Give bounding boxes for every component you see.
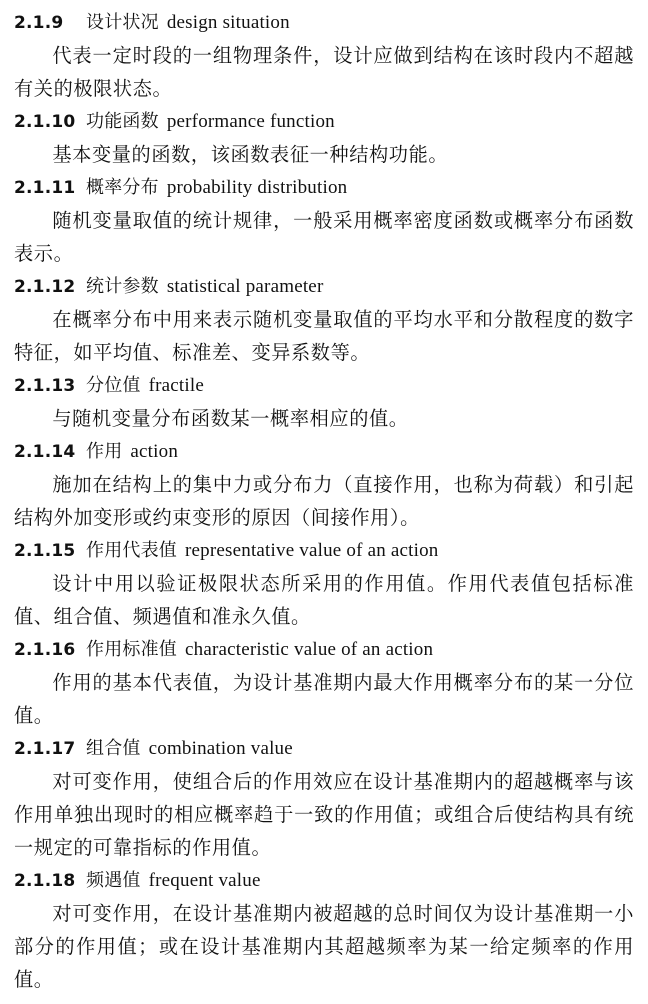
term-entry — [14, 435, 634, 534]
clause-number: 2.1.9 — [14, 13, 64, 33]
term-english: frequent value — [148, 870, 261, 891]
term-chinese: 统计参数 — [86, 276, 159, 297]
term-definition: 对可变作用，使组合后的作用效应在设计基准期内的超越概率与该作用单独出现时的相应概率趋于一致的作用值；或组合后使结构具有统一规定的可靠指标的作用值。 — [14, 770, 634, 859]
term-chinese: 作用 — [86, 441, 123, 462]
term-definition: 施加在结构上的集中力或分布力（直接作用，也称为荷载）和引起结构外加变形或约束变形的原因（间接作用）。 — [14, 473, 634, 529]
term-english: performance function — [166, 111, 335, 132]
term-definition: 对可变作用，在设计基准期内被超越的总时间仅为设计基准期一小部分的作用值；或在设计基准期内其超越频率为某一给定频率的作用值。 — [14, 902, 634, 991]
term-chinese: 组合值 — [86, 738, 141, 759]
term-entry — [14, 633, 634, 732]
term-heading — [14, 6, 634, 39]
term-english: fractile — [148, 375, 204, 396]
term-english: combination value — [148, 738, 293, 759]
term-entry — [14, 270, 634, 369]
term-chinese: 设计状况 — [86, 12, 159, 33]
clause-number: 2.1.16 — [14, 640, 76, 660]
term-definition: 作用的基本代表值，为设计基准期内最大作用概率分布的某一分位值。 — [14, 671, 634, 727]
clause-number: 2.1.14 — [14, 442, 76, 462]
clause-number: 2.1.18 — [14, 871, 76, 891]
term-chinese: 分位值 — [86, 375, 141, 396]
term-entry — [14, 534, 634, 633]
term-definition: 基本变量的函数，该函数表征一种结构功能。 — [52, 143, 449, 166]
term-definition: 随机变量取值的统计规律，一般采用概率密度函数或概率分布函数表示。 — [14, 209, 634, 265]
term-entry — [14, 864, 634, 996]
term-heading — [14, 105, 634, 138]
term-heading — [14, 369, 634, 402]
term-heading — [14, 534, 634, 567]
term-heading — [14, 732, 634, 765]
term-heading — [14, 270, 634, 303]
term-chinese: 作用标准值 — [86, 639, 177, 660]
term-definition: 代表一定时段的一组物理条件，设计应做到结构在该时段内不超越有关的极限状态。 — [14, 44, 634, 100]
term-english: statistical parameter — [166, 276, 324, 297]
term-definition: 设计中用以验证极限状态所采用的作用值。作用代表值包括标准值、组合值、频遇值和准永久值。 — [14, 572, 634, 628]
term-heading — [14, 435, 634, 468]
term-english: representative value of an action — [185, 540, 439, 561]
term-chinese: 频遇值 — [86, 870, 141, 891]
term-entry — [14, 732, 634, 864]
term-entry — [14, 6, 634, 105]
term-heading — [14, 633, 634, 666]
clause-number: 2.1.11 — [14, 178, 76, 198]
clause-number: 2.1.10 — [14, 112, 76, 132]
term-chinese: 功能函数 — [86, 111, 159, 132]
term-entry — [14, 171, 634, 270]
term-definition: 与随机变量分布函数某一概率相应的值。 — [52, 407, 409, 430]
term-english: action — [130, 441, 179, 462]
term-english: probability distribution — [166, 177, 348, 198]
term-english: characteristic value of an action — [185, 639, 434, 660]
clause-number: 2.1.15 — [14, 541, 76, 561]
clause-number: 2.1.13 — [14, 376, 76, 396]
clause-number: 2.1.17 — [14, 739, 76, 759]
clause-number: 2.1.12 — [14, 277, 76, 297]
term-english: design situation — [166, 12, 290, 33]
term-definition: 在概率分布中用来表示随机变量取值的平均水平和分散程度的数字特征，如平均值、标准差、变异系数等。 — [14, 308, 634, 364]
term-heading — [14, 171, 634, 204]
term-heading — [14, 864, 634, 897]
term-chinese: 作用代表值 — [86, 540, 177, 561]
term-entry — [14, 369, 634, 435]
term-entry — [14, 105, 634, 171]
term-chinese: 概率分布 — [86, 177, 159, 198]
